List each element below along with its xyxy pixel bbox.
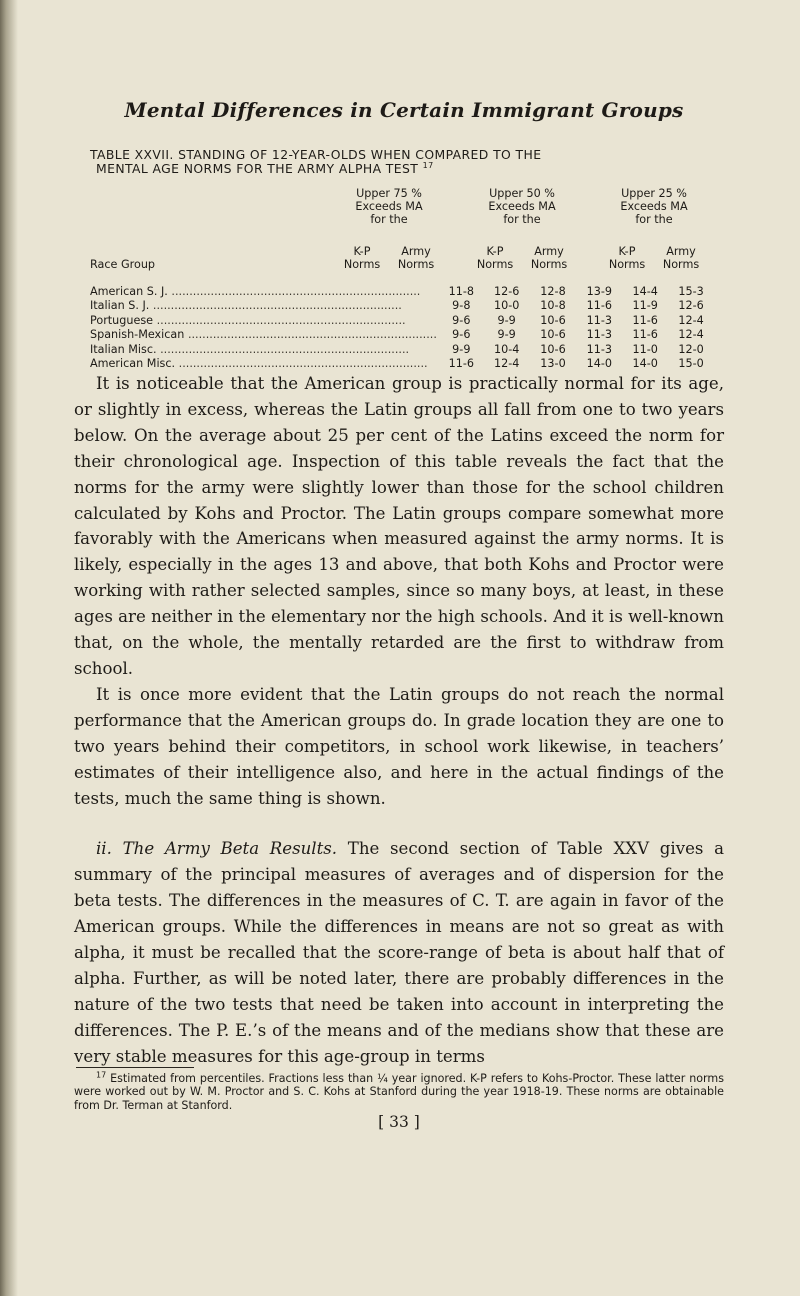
- col-group-line: for the: [370, 213, 408, 226]
- sub-header-kp: K-P Norms: [343, 245, 381, 271]
- table-row: [90, 314, 712, 328]
- table-cell: 12-4: [678, 313, 704, 327]
- race-group-name: American S. J.: [90, 285, 168, 298]
- table-cell: 9-9: [452, 342, 471, 356]
- col-group-line: for the: [635, 213, 673, 226]
- table-row: [90, 328, 712, 342]
- table-cell: 12-6: [678, 299, 704, 313]
- leader-dots: ......................................................................: [153, 313, 406, 327]
- paragraph-3: [74, 836, 724, 1069]
- paragraph-2: It is once more evident that the Latin groups do not reach the normal performance that the American groups do. In grade location they are one to two years behind their competitors, in school work likewise, in teachers’ estimates of their intelligence also, and here in the actual findings of the tests, much the same thing is shown.: [74, 684, 724, 808]
- table-row: [90, 357, 712, 371]
- table-cell: 10-6: [540, 328, 566, 342]
- table-cell: 11-6: [632, 328, 658, 342]
- norms-table: [90, 285, 712, 371]
- table-footnote-ref: 17: [422, 160, 434, 170]
- body-text: [74, 371, 724, 1070]
- col-group-line: Exceeds MA: [488, 200, 556, 213]
- section-heading: ii. The Army Beta Results.: [96, 839, 338, 859]
- leader-dots: ......................................................................: [184, 328, 437, 342]
- table-cell: 11-0: [632, 342, 658, 356]
- col-group-upper50: [467, 187, 577, 226]
- page-number: [ 33 ]: [378, 1113, 420, 1132]
- leader-dots: ......................................................................: [149, 299, 402, 313]
- col-group-line: Upper 25 %: [621, 187, 687, 200]
- table-cell: 13-9: [586, 285, 613, 298]
- paragraph-3-text: The second section of Table XXV gives a summary of the principal measures of averages and of dispersion for the beta tests. The differences in the measures of C. T. are again in favor of the American groups. While the differences in means are not so great as with alpha, it must be recalled that the score-range of beta is about half that of alpha. Further, as will be noted later, there are probably differences in the nature of the two tests that need be taken into account in interpreting the differences. The P. E.’s of the means and of the medians show that these are very stable measures for this age-group in terms: [74, 839, 724, 1066]
- table-cell: 9-9: [497, 313, 516, 327]
- table-cell: 10-6: [540, 313, 566, 327]
- table-cell: 12-4: [678, 328, 704, 342]
- table-cell: 11-6: [632, 313, 658, 327]
- table-cell: 14-0: [586, 357, 613, 371]
- col-group-upper25: [599, 187, 709, 226]
- table-cell: 12-8: [540, 285, 566, 298]
- table-cell: 12-6: [493, 285, 520, 298]
- col-group-line: for the: [503, 213, 541, 226]
- table-row: [90, 343, 712, 357]
- table-cell: 10-8: [540, 299, 566, 313]
- race-group-name: Italian S. J.: [90, 299, 150, 313]
- table-title-line1: TABLE XXVII. STANDING OF 12-YEAR-OLDS WHEN COMPARED TO THE: [90, 147, 542, 162]
- running-head: Mental Differences in Certain Immigrant Groups: [124, 98, 684, 122]
- table-cell: 10-4: [493, 342, 520, 356]
- sub-header-kp: K-P Norms: [608, 245, 646, 271]
- footnote-rule: [76, 1067, 194, 1068]
- leader-dots: ......................................................................: [175, 357, 428, 371]
- table-cell: 12-4: [493, 357, 520, 371]
- race-group-name: Spanish-Mexican: [90, 328, 185, 342]
- table-cell: 11-3: [586, 342, 613, 356]
- race-group-name: Italian Misc.: [90, 342, 157, 356]
- table-cell: 11-6: [586, 299, 613, 313]
- table-cell: 9-6: [452, 328, 471, 342]
- table-title-line2: MENTAL AGE NORMS FOR THE ARMY ALPHA TEST: [96, 161, 419, 176]
- sub-header-army: Army Norms: [397, 245, 435, 271]
- page-binding-edge: [0, 0, 18, 1296]
- col-group-line: Upper 75 %: [356, 187, 422, 200]
- sub-header-kp: K-P Norms: [476, 245, 514, 271]
- leader-dots: ......................................................................: [156, 342, 410, 356]
- table-row: [90, 285, 712, 299]
- col-group-line: Upper 50 %: [489, 187, 555, 200]
- sub-header-army: Army Norms: [662, 245, 700, 271]
- race-group-header: Race Group: [90, 258, 156, 271]
- table-cell: 9-8: [452, 299, 471, 313]
- table-cell: 11-3: [586, 328, 613, 342]
- table-cell: 9-9: [497, 328, 516, 342]
- table-cell: 11-9: [632, 299, 658, 313]
- table-cell: 13-0: [540, 357, 566, 371]
- race-group-name: American Misc.: [90, 357, 176, 371]
- table-cell: 15-3: [678, 285, 704, 298]
- table-cell: 9-6: [452, 313, 471, 327]
- footnote-number: 17: [96, 1070, 107, 1080]
- table-cell: 10-6: [540, 342, 566, 356]
- table-row: [90, 299, 712, 313]
- paragraph-1: It is noticeable that the American group is practically normal for its age, or slightly in excess, whereas the Latin groups all fall from one to two years below. On the average about 25 per cent of the Latins exceed the norm for their chronological age. Inspection of this table reveals the fact that the norms for the army were slightly lower than those for the school children calculated by Kohs and Proctor. The Latin groups compare somewhat more favorably with the Americans when measured against the army norms. It is likely, especially in the ages 13 and above, that both Kohs and Proctor were working with rather selected samples, since so many boys, at least, in these ages are neither in the elementary nor the high schools. And it is well-known that, on the whole, the mentally retarded are the first to withdraw from school.: [74, 374, 724, 678]
- footnote: [74, 1072, 724, 1130]
- table-cell: 11-8: [448, 285, 475, 298]
- table-cell: 11-3: [586, 313, 613, 327]
- table-cell: 14-4: [632, 285, 658, 298]
- race-group-name: Portuguese: [90, 313, 154, 327]
- table-title: [90, 148, 712, 176]
- footnote-text: Estimated from percentiles. Fractions less than ¼ year ignored. K-P refers to Kohs-Proctor. These latter norms were worked out by W. M. Proctor and S. C. Kohs at Stanford during the year 1918-19. These norms are obtainable from Dr. Terman at Stanford.: [74, 1072, 724, 1112]
- table-cell: 15-0: [678, 357, 704, 371]
- table-cell: 11-6: [448, 357, 475, 371]
- col-group-upper75: [334, 187, 444, 226]
- leader-dots: ......................................................................: [167, 285, 421, 298]
- table-cell: 12-0: [678, 342, 704, 356]
- table-cell: 10-0: [493, 299, 520, 313]
- table-cell: 14-0: [632, 357, 658, 371]
- col-group-line: Exceeds MA: [620, 200, 688, 213]
- col-group-line: Exceeds MA: [355, 200, 423, 213]
- sub-header-army: Army Norms: [530, 245, 568, 271]
